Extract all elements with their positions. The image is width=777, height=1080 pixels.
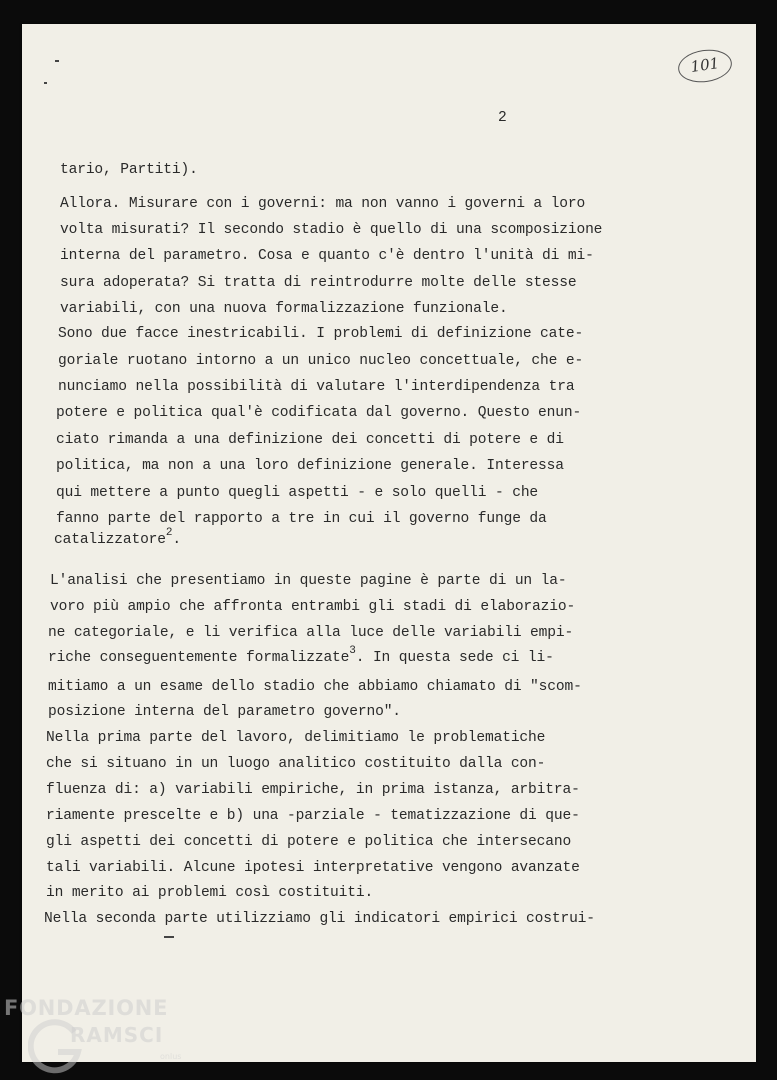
- text-line: potere e politica qual'è codificata dal governo. Questo enun-: [56, 405, 582, 421]
- text-line: Nella seconda parte utilizziamo gli indicatori empirici costrui-: [44, 911, 595, 927]
- text-line-with-footnote: [54, 527, 181, 548]
- text-line: L'analisi che presentiamo in queste pagine è parte di un la-: [50, 573, 567, 589]
- text-line: Allora. Misurare con i governi: ma non vanno i governi a loro: [60, 196, 586, 212]
- text-line: politica, ma non a una loro definizione generale. Interessa: [56, 458, 564, 474]
- text-line: sura adoperata? Si tratta di reintrodurre molte delle stesse: [60, 275, 577, 291]
- text-line: nunciamo nella possibilità di valutare l'interdipendenza tra: [58, 379, 575, 395]
- watermark-line: FONDAZIONE: [4, 996, 169, 1020]
- text-line: variabili, con una nuova formalizzazione funzionale.: [60, 301, 508, 317]
- typewritten-page: [22, 24, 756, 1062]
- text-line: tali variabili. Alcune ipotesi interpretative vengono avanzate: [46, 860, 580, 876]
- text-fragment: riche conseguentemente formalizzate: [48, 650, 350, 666]
- text-line: mitiamo a un esame dello stadio che abbiamo chiamato di "scom-: [48, 679, 582, 695]
- watermark-line: RAMSCI: [70, 1023, 164, 1047]
- text-line-with-footnote: [48, 645, 554, 666]
- text-line: posizione interna del parametro governo".: [48, 704, 401, 720]
- text-line: riamente prescelte e b) una -parziale - tematizzazione di que-: [46, 808, 580, 824]
- paper-speck: [44, 82, 47, 84]
- text-line: volta misurati? Il secondo stadio è quello di una scomposizione: [60, 222, 603, 238]
- fondazione-gramsci-watermark: [0, 988, 200, 1080]
- text-line: Sono due facce inestricabili. I problemi di definizione cate-: [58, 326, 584, 342]
- text-line: fanno parte del rapporto a tre in cui il governo funge da: [56, 511, 547, 527]
- footnote-marker: 3: [349, 645, 356, 658]
- text-line: interna del parametro. Cosa e quanto c'è dentro l'unità di mi-: [60, 248, 594, 264]
- text-line: fluenza di: a) variabili empiriche, in prima istanza, arbitra-: [46, 782, 580, 798]
- paper-speck: [164, 936, 174, 938]
- archive-number: 101: [689, 54, 721, 76]
- text-line: che si situano in un luogo analitico costituito dalla con-: [46, 756, 546, 772]
- text-line: qui mettere a punto quegli aspetti - e solo quelli - che: [56, 485, 539, 501]
- text-line: in merito ai problemi così costituiti.: [46, 885, 374, 901]
- archive-number-stamp: [676, 46, 734, 85]
- text-line: ciato rimanda a una definizione dei concetti di potere e di: [56, 432, 564, 448]
- text-fragment: catalizzatore: [54, 532, 166, 548]
- watermark-line: onlus: [160, 1052, 182, 1061]
- text-line: ne categoriale, e li verifica alla luce delle variabili empi-: [48, 625, 574, 641]
- page-number: 2: [498, 110, 507, 126]
- paper-speck: [55, 60, 59, 62]
- text-line: tario, Partiti).: [60, 162, 198, 178]
- footnote-marker: 2: [165, 527, 173, 540]
- text-line: goriale ruotano intorno a un unico nucleo concettuale, che e-: [58, 353, 584, 369]
- text-fragment: . In questa sede ci li-: [355, 650, 554, 666]
- text-line: Nella prima parte del lavoro, delimitiamo le problematiche: [46, 730, 546, 746]
- text-line: gli aspetti dei concetti di potere e politica che intersecano: [46, 834, 572, 850]
- text-fragment: .: [172, 532, 181, 548]
- text-line: voro più ampio che affronta entrambi gli stadi di elaborazio-: [50, 599, 576, 615]
